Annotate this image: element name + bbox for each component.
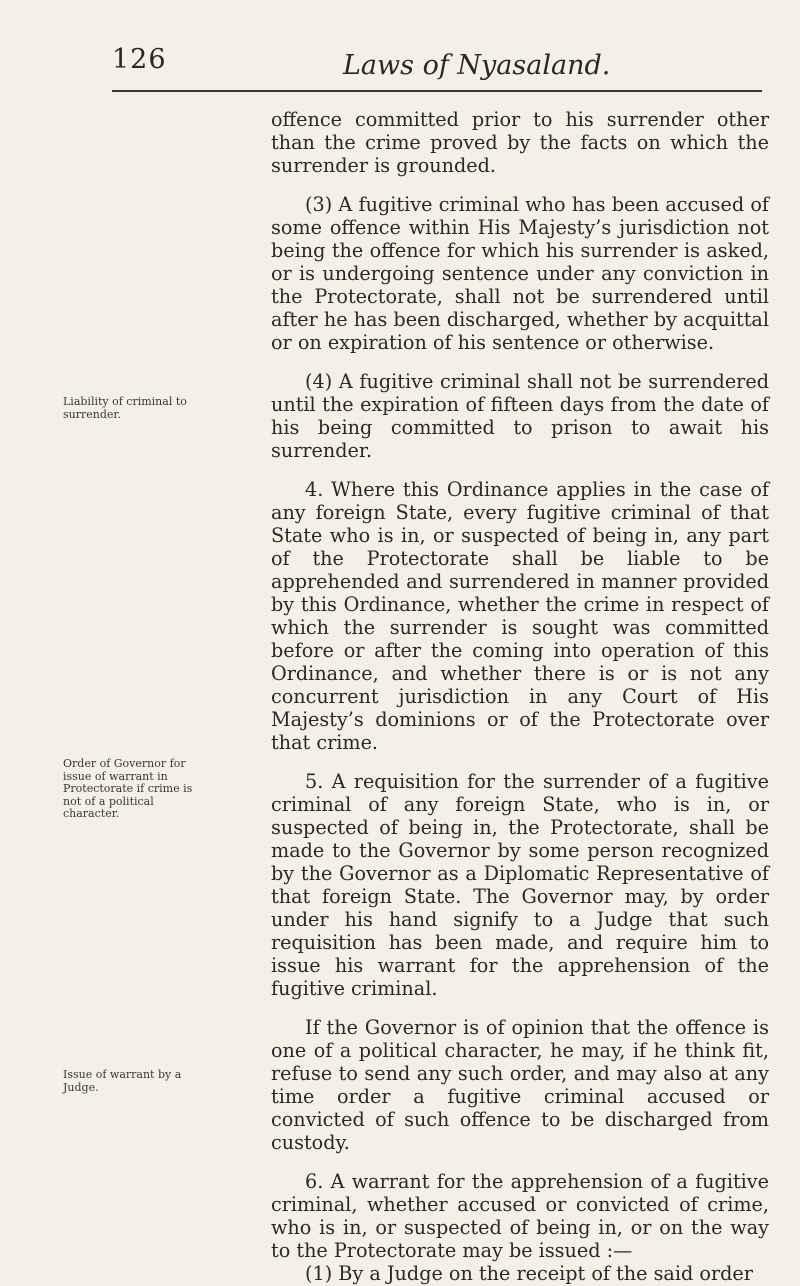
paragraph-section-6-item-1: (1) By a Judge on the receipt of the said order [305, 1262, 753, 1285]
paragraph-continuation: offence committed prior to his surrender other than the crime proved by the facts on which the surrender is grounded. [271, 108, 769, 177]
paragraph-section-4: 4. Where this Ordinance applies in the case of any foreign State, every fugitive criminal of that State who is in, or suspected of being in, any part of the Protectorate shall be liable to be apprehended and surrendered in manner provided by this Ordinance, whether the crime in respect of which the surrender is sought was committed before or after the coming into operation of this Ordinance, and whether there is or is not any concurrent jurisdiction in any Court of His Majesty’s dominions or of the Protectorate over that crime. [271, 478, 769, 754]
margin-note-order-of-governor: Order of Governor for issue of warrant in Protectorate if crime is not of a political character. [63, 757, 193, 820]
paragraph-political-offence: If the Governor is of opinion that the offence is one of a political character, he may, if he think fit, refuse to send any such order, and may also at any time order a fugitive criminal accused or convicted of such offence to be discharged from custody. [271, 1016, 769, 1154]
paragraph-section-6: 6. A warrant for the apprehension of a fugitive criminal, whether accused or convicted of crime, who is in, or suspected of being in, or on the way to the Protectorate may be issued :— [271, 1170, 769, 1262]
paragraph-subsection-4: (4) A fugitive criminal shall not be surrendered until the expiration of fifteen days from the date of his being committed to prison to await his surrender. [271, 370, 769, 462]
header-rule [112, 90, 762, 92]
body-text [271, 108, 769, 1285]
running-head: Laws of Nyasaland. [343, 50, 611, 81]
margin-note-liability: Liability of criminal to surrender. [63, 395, 187, 421]
page-number: 126 [112, 44, 167, 75]
paragraph-section-5: 5. A requisition for the surrender of a fugitive criminal of any foreign State, who is in, or suspected of being in, the Protectorate, shall be made to the Governor by some person recognized by the Governor as a Diplomatic Representative of that foreign State. The Governor may, by order under his hand signify to a Judge that such requisition has been made, and require him to issue his warrant for the apprehension of the fugitive criminal. [271, 770, 769, 1000]
margin-note-issue-of-warrant: Issue of warrant by a Judge. [63, 1068, 182, 1094]
paragraph-subsection-3: (3) A fugitive criminal who has been accused of some offence within His Majesty’s jurisdiction not being the offence for which his surrender is asked, or is undergoing sentence under any conviction in the Protectorate, shall not be surrendered until after he has been discharged, whether by acquittal or on expiration of his sentence or otherwise. [271, 193, 769, 354]
